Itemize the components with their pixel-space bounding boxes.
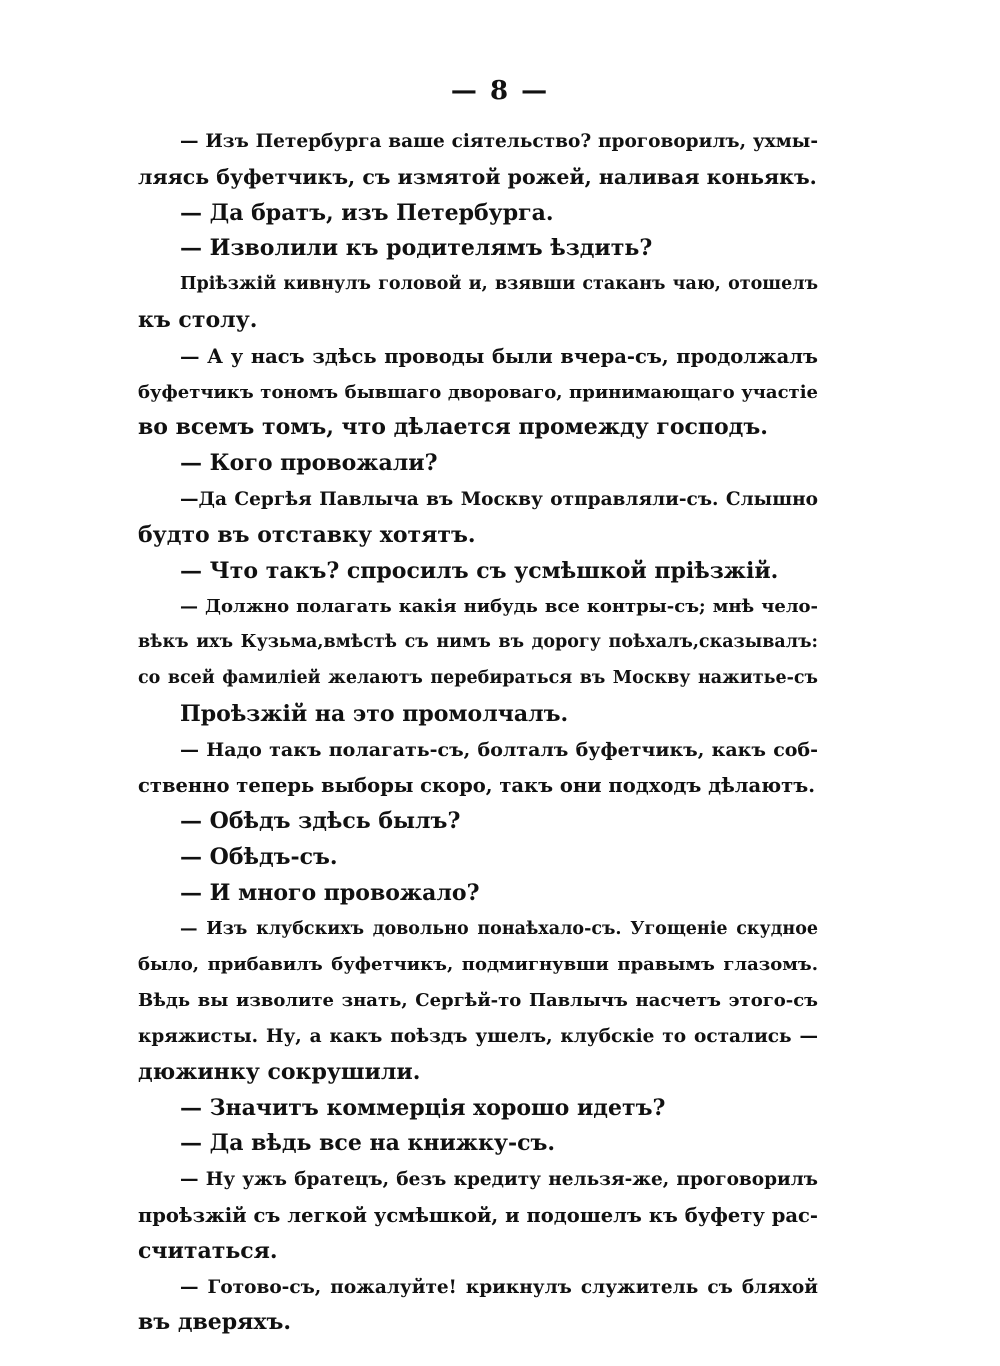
- text-line: кряжисты. Ну, а какъ поѣздъ ушелъ, клубскiе то остались —: [138, 1025, 818, 1047]
- text-line: къ столу.: [138, 306, 258, 333]
- text-line: ляясь буфетчикъ, съ измятой рожей, наливая коньякъ.: [138, 164, 817, 189]
- text-line: будто въ отставку хотятъ.: [138, 521, 476, 548]
- text-line: — Обѣдъ-съ.: [180, 843, 338, 870]
- text-line: во всемъ томъ, что дѣлается промежду господъ.: [138, 414, 768, 441]
- text-line: проѣзжiй съ легкой усмѣшкой, и подошелъ къ буфету рас-: [138, 1203, 818, 1227]
- text-line: считаться.: [138, 1237, 278, 1264]
- text-line: — Значитъ коммерцiя хорошо идетъ?: [180, 1094, 666, 1121]
- text-line: дюжинку сокрушили.: [138, 1058, 421, 1085]
- text-line: — Да вѣдь все на книжку-съ.: [180, 1130, 556, 1157]
- text-line: — И много провожало?: [180, 879, 480, 906]
- text-line: Проѣзжiй на это промолчалъ.: [180, 700, 569, 727]
- text-line: вѣкъ ихъ Кузьма,вмѣстѣ съ нимъ въ дорогу поѣхалъ,сказывалъ:: [138, 632, 818, 653]
- text-line: — Обѣдъ здѣсь былъ?: [180, 808, 461, 835]
- text-line: — Да братъ, изъ Петербурга.: [180, 199, 554, 226]
- text-line: было, прибавилъ буфетчикъ, подмигнувши правымъ глазомъ.: [138, 954, 818, 976]
- text-line: — Изволили къ родителямъ ѣздить?: [180, 235, 653, 262]
- text-line: — Изъ Петербурга ваше сiятельство? проговорилъ, ухмы-: [180, 131, 818, 152]
- text-line: — Готово-съ, пожалуйте! крикнулъ служитель съ бляхой: [180, 1276, 818, 1298]
- text-line: въ дверяхъ.: [138, 1309, 292, 1336]
- text-line: — Изъ клубскихъ довольно понаѣхало-съ. Угощенiе скудное: [180, 918, 818, 939]
- text-line: — Должно полагать какiя нибудь все контры-съ; мнѣ чело-: [180, 596, 818, 618]
- text-line: со всей фамилiей желаютъ перебираться въ Москву нажитье-съ: [138, 667, 818, 688]
- text-line: Прiѣзжiй кивнулъ головой и, взявши стаканъ чаю, отошелъ: [180, 274, 818, 295]
- text-line: — Надо такъ полагать-съ, болталъ буфетчикъ, какъ соб-: [180, 738, 818, 761]
- body-text: [138, 124, 818, 1341]
- text-line: — А у насъ здѣсь проводы были вчера-съ, продолжалъ: [180, 344, 818, 368]
- text-line: — Кого провожали?: [180, 450, 438, 477]
- text-line: ственно теперь выборы скоро, такъ они подходъ дѣлаютъ.: [138, 774, 815, 798]
- text-line: — Ну ужъ братецъ, безъ кредиту нельзя-же, проговорилъ: [180, 1169, 818, 1191]
- text-line: буфетчикъ тономъ бывшаго двороваго, принимающаго участiе: [138, 381, 818, 403]
- text-line: —Да Сергѣя Павлыча въ Москву отправляли-съ. Слышно: [180, 488, 818, 510]
- page-number: — 8 —: [450, 76, 550, 106]
- text-line: — Что такъ? спросилъ съ усмѣшкой прiѣзжiй.: [180, 557, 779, 584]
- text-line: Вѣдь вы изволите знать, Сергѣй-то Павлычъ насчетъ этого-съ: [138, 990, 818, 1012]
